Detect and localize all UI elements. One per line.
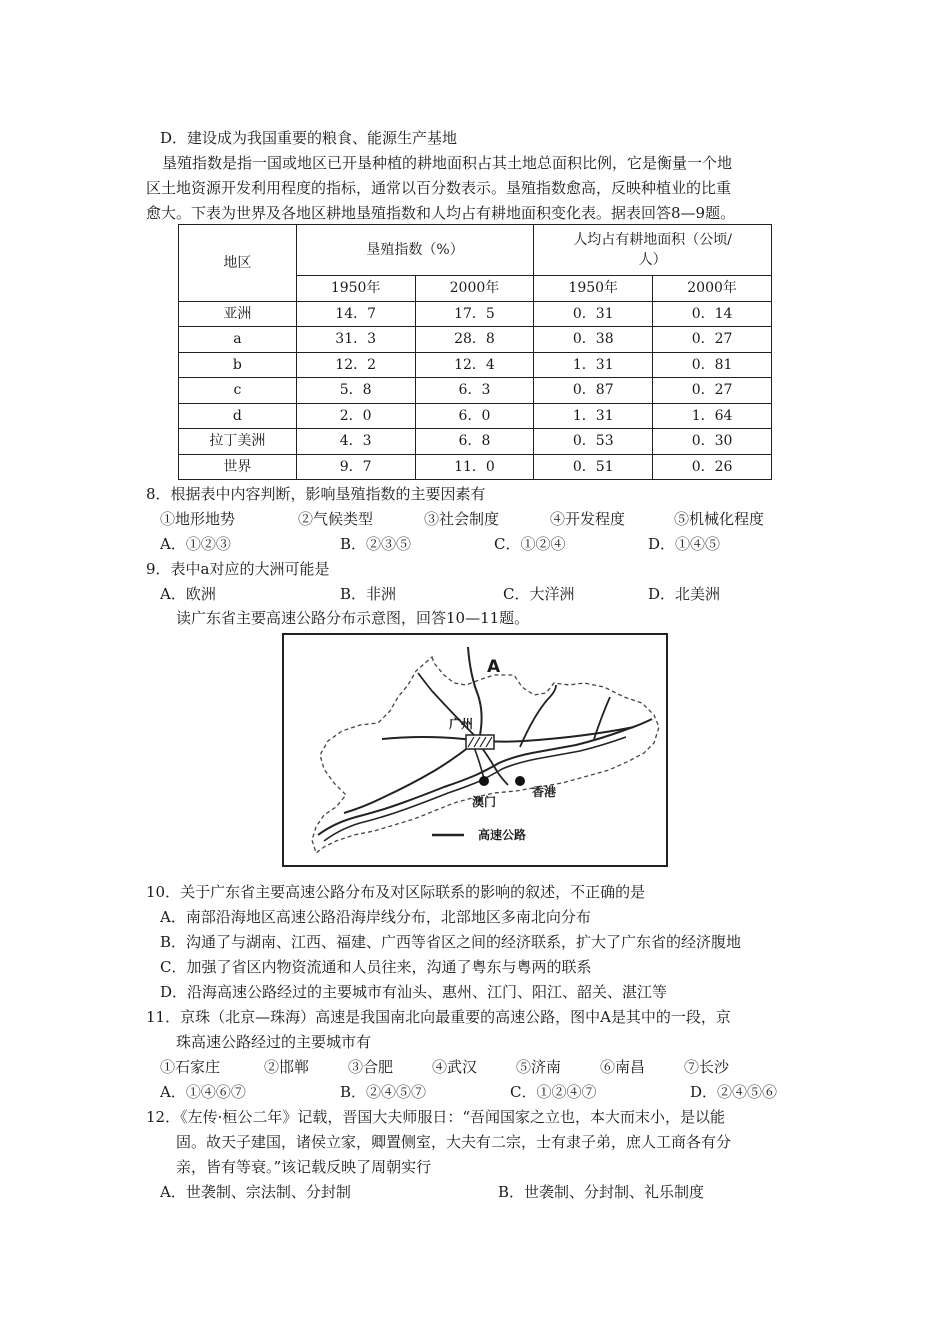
label-guangzhou: 广州	[449, 717, 474, 731]
intro-line-2: 区土地资源开发利用程度的指标，通常以百分数表示。垦殖指数愈高，反映种植业的比重	[146, 179, 732, 197]
reclamation-table	[178, 224, 772, 480]
q8-option-d: D．①④⑤	[648, 535, 721, 553]
header-per-capita-line1: 人均占有耕地面积（公顷/	[573, 232, 733, 248]
cell-value: 31．3	[296, 327, 415, 353]
guangdong-highway-map	[282, 633, 668, 867]
cell-value: 2．0	[296, 403, 415, 429]
cell-region: c	[179, 378, 297, 404]
header-year: 2000年	[415, 276, 534, 302]
cell-value: 0．14	[653, 301, 772, 327]
cell-value: 6．0	[415, 403, 534, 429]
q8-item: ④开发程度	[550, 510, 626, 528]
q8-item: ⑤机械化程度	[674, 510, 765, 528]
label-hongkong: 香港	[532, 785, 557, 799]
cell-value: 0．87	[534, 378, 653, 404]
q11-item: ①石家庄	[160, 1058, 221, 1076]
q12-option-a: A．世袭制、宗法制、分封制	[160, 1183, 351, 1201]
cell-region: b	[179, 352, 297, 378]
cell-value: 1．31	[534, 403, 653, 429]
cell-region: d	[179, 403, 297, 429]
cell-value: 0．26	[653, 454, 772, 480]
q10-stem: 10．关于广东省主要高速公路分布及对区际联系的影响的叙述，不正确的是	[146, 883, 646, 901]
header-year: 1950年	[534, 276, 653, 302]
table-row	[179, 403, 772, 429]
cell-region: 世界	[179, 454, 297, 480]
q11-option-b: B．②④⑤⑦	[340, 1083, 427, 1101]
q11-item: ⑥南昌	[600, 1058, 646, 1076]
q10-option-d: D．沿海高速公路经过的主要城市有汕头、惠州、江门、阳江、韶关、湛江等	[160, 983, 668, 1001]
intro-line-3: 愈大。下表为世界及各地区耕地垦殖指数和人均占有耕地面积变化表。据表回答8—9题。	[146, 204, 736, 222]
q8-item: ②气候类型	[298, 510, 374, 528]
q11-item: ③合肥	[348, 1058, 394, 1076]
q11-item: ⑦长沙	[684, 1058, 730, 1076]
cell-value: 0．38	[534, 327, 653, 353]
cell-value: 0．27	[653, 327, 772, 353]
cell-value: 9．7	[296, 454, 415, 480]
cell-value: 0．27	[653, 378, 772, 404]
q11-item: ④武汉	[432, 1058, 478, 1076]
q11-stem-2: 珠高速公路经过的主要城市有	[176, 1033, 372, 1051]
hongkong-dot	[515, 776, 525, 786]
cell-value: 6．8	[415, 429, 534, 455]
q12-stem-3: 亲，皆有等衰。”该记载反映了周朝实行	[176, 1158, 432, 1176]
q10-option-a: A．南部沿海地区高速公路沿海岸线分布，北部地区多南北向分布	[160, 908, 591, 926]
cell-region: a	[179, 327, 297, 353]
q8-item: ①地形地势	[160, 510, 236, 528]
cell-region: 亚洲	[179, 301, 297, 327]
cell-value: 11．0	[415, 454, 534, 480]
q10-option-b: B．沟通了与湖南、江西、福建、广西等省区之间的经济联系，扩大了广东省的经济腹地	[160, 933, 742, 951]
header-index: 垦殖指数（%）	[296, 225, 534, 276]
q7-option-d: D．建设成为我国重要的粮食、能源生产基地	[160, 129, 458, 147]
header-per-capita-line2: 人）	[638, 252, 667, 268]
q11-item: ②邯郸	[264, 1058, 310, 1076]
q10-option-c: C．加强了省区内物资流通和人员往来，沟通了粤东与粤两的联系	[160, 958, 592, 976]
q9-option-c: C．大洋洲	[503, 585, 575, 603]
q9-stem: 9．表中a对应的大洲可能是	[146, 560, 330, 578]
cell-value: 0．53	[534, 429, 653, 455]
q8-stem: 8．根据表中内容判断，影响垦殖指数的主要因素有	[146, 485, 486, 503]
cell-value: 0．81	[653, 352, 772, 378]
cell-value: 0．51	[534, 454, 653, 480]
header-region: 地区	[179, 225, 297, 302]
q11-item: ⑤济南	[516, 1058, 562, 1076]
q8-option-a: A．①②③	[160, 535, 231, 553]
province-boundary	[312, 657, 659, 853]
cell-region: 拉丁美洲	[179, 429, 297, 455]
cell-value: 12．4	[415, 352, 534, 378]
cell-value: 12．2	[296, 352, 415, 378]
q12-option-b: B．世袭制、分封制、礼乐制度	[498, 1183, 705, 1201]
cell-value: 4．3	[296, 429, 415, 455]
map-drawing	[284, 635, 666, 865]
macau-dot	[479, 776, 489, 786]
cell-value: 1．31	[534, 352, 653, 378]
label-a: A	[487, 657, 501, 677]
q11-option-d: D．②④⑤⑥	[690, 1083, 778, 1101]
header-year: 2000年	[653, 276, 772, 302]
q8-item: ③社会制度	[424, 510, 500, 528]
cell-value: 0．31	[534, 301, 653, 327]
header-per-capita	[534, 225, 772, 276]
q8-option-c: C．①②④	[494, 535, 566, 553]
table-row	[179, 454, 772, 480]
q8-option-b: B．②③⑤	[340, 535, 412, 553]
cell-value: 0．30	[653, 429, 772, 455]
table-row	[179, 301, 772, 327]
q11-option-c: C．①②④⑦	[510, 1083, 597, 1101]
q9-option-b: B．非洲	[340, 585, 397, 603]
cell-value: 6．3	[415, 378, 534, 404]
q9-option-d: D．北美洲	[648, 585, 721, 603]
cell-value: 17．5	[415, 301, 534, 327]
map-intro: 读广东省主要高速公路分布示意图，回答10—11题。	[176, 609, 530, 627]
table-row	[179, 327, 772, 353]
q12-stem-1: 12．《左传·桓公二年》记载，晋国大夫师服日：“吾闻国家之立也，本大而末小，是以能	[146, 1108, 726, 1126]
q12-stem-2: 固。故天子建国，诸侯立家，卿置侧室，大夫有二宗，士有隶子弟，庶人工商各有分	[176, 1133, 732, 1151]
q11-stem-1: 11．京珠（北京—珠海）高速是我国南北向最重要的高速公路，图中A是其中的一段，京	[146, 1008, 731, 1026]
intro-line-1: 垦殖指数是指一国或地区已开垦种植的耕地面积占其土地总面积比例，它是衡量一个地	[162, 154, 733, 172]
label-macau: 澳门	[472, 795, 497, 809]
q9-option-a: A．欧洲	[160, 585, 216, 603]
cell-value: 14．7	[296, 301, 415, 327]
header-year: 1950年	[296, 276, 415, 302]
cell-value: 5．8	[296, 378, 415, 404]
q11-option-a: A．①④⑥⑦	[160, 1083, 246, 1101]
cell-value: 28．8	[415, 327, 534, 353]
table-row	[179, 429, 772, 455]
coastline-inner	[324, 737, 626, 841]
table-row	[179, 352, 772, 378]
legend-label: 高速公路	[478, 828, 527, 842]
cell-value: 1．64	[653, 403, 772, 429]
table-row	[179, 378, 772, 404]
